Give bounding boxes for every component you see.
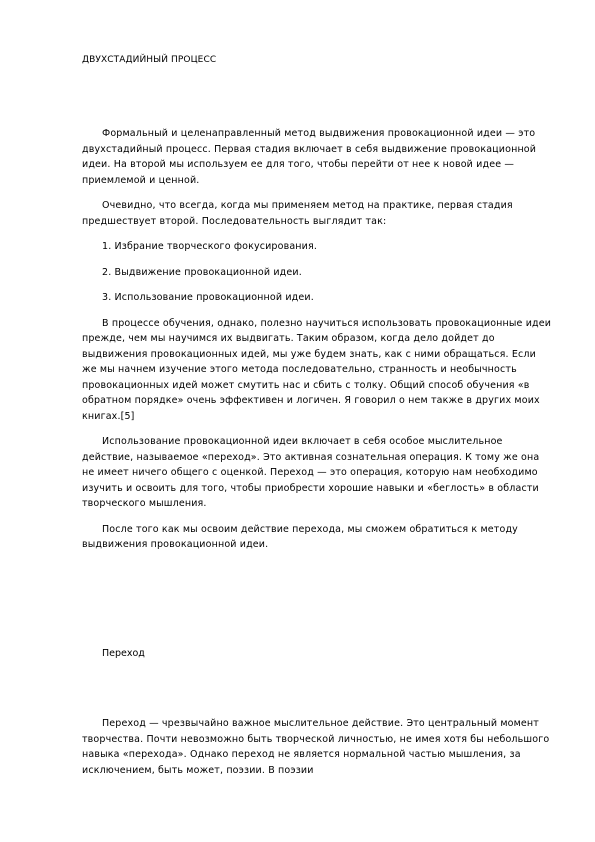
section-title: Переход [102, 648, 145, 659]
list-item: 2. Выдвижение провокационной идеи. [102, 266, 302, 278]
document-title: ДВУХСТАДИЙНЫЙ ПРОЦЕСС [82, 55, 217, 65]
paragraph: Формальный и целенаправленный метод выдвижения провокационной идеи — это двухстадийный процесс. Первая стадия включает в себя выдвижение провокационной идеи. На второй мы используем ее для того, чтобы перейти от нее к новой идее — приемлемой и ценной. [82, 128, 537, 186]
paragraph: Переход — чрезвычайно важное мыслительное действие. Это центральный момент творчества. Почти невозможно быть творческой личностью, не имея хотя бы небольшого навыка «перехода». Однако переход не является нормальной частью мышления, за исключением, быть может, поэзии. В поэзии [82, 718, 550, 776]
paragraph: Использование провокационной идеи включает в себя особое мыслительное действие, называемое «переход». Это активная сознательная операция. К тому же она не имеет ничего общего с оценкой. Переход — это операция, которую нам необходимо изучить и освоить для того, чтобы приобрести хорошие навыки и «беглость» в области творческого мышления. [82, 436, 540, 509]
list-item: 1. Избрание творческого фокусирования. [102, 241, 318, 252]
paragraph: В процессе обучения, однако, полезно научиться использовать провокационные идеи прежде, чем мы научимся их выдвигать. Таким образом, когда дело дойдет до выдвижения провокационных идей, мы уже будем знать, как с ними обращаться. Если же мы начнем изучение этого метода последовательно, странность и необычность провокационных идей может смутить нас и сбить с толку. Общий способ обучения «в обратном порядке» очень эффективен и логичен. Я говорил о нем также в других моих книгах.[5] [82, 317, 552, 422]
main-text-block [82, 126, 552, 553]
section-text-block [82, 716, 552, 778]
paragraph: После того как мы освоим действие перехода, мы сможем обратиться к методу выдвижения провокационной идеи. [82, 523, 518, 550]
paragraph: Очевидно, что всегда, когда мы применяем метод на практике, первая стадия предшествует второй. Последовательность выглядит так: [82, 200, 513, 227]
list-item: 3. Использование провокационной идеи. [102, 292, 314, 303]
